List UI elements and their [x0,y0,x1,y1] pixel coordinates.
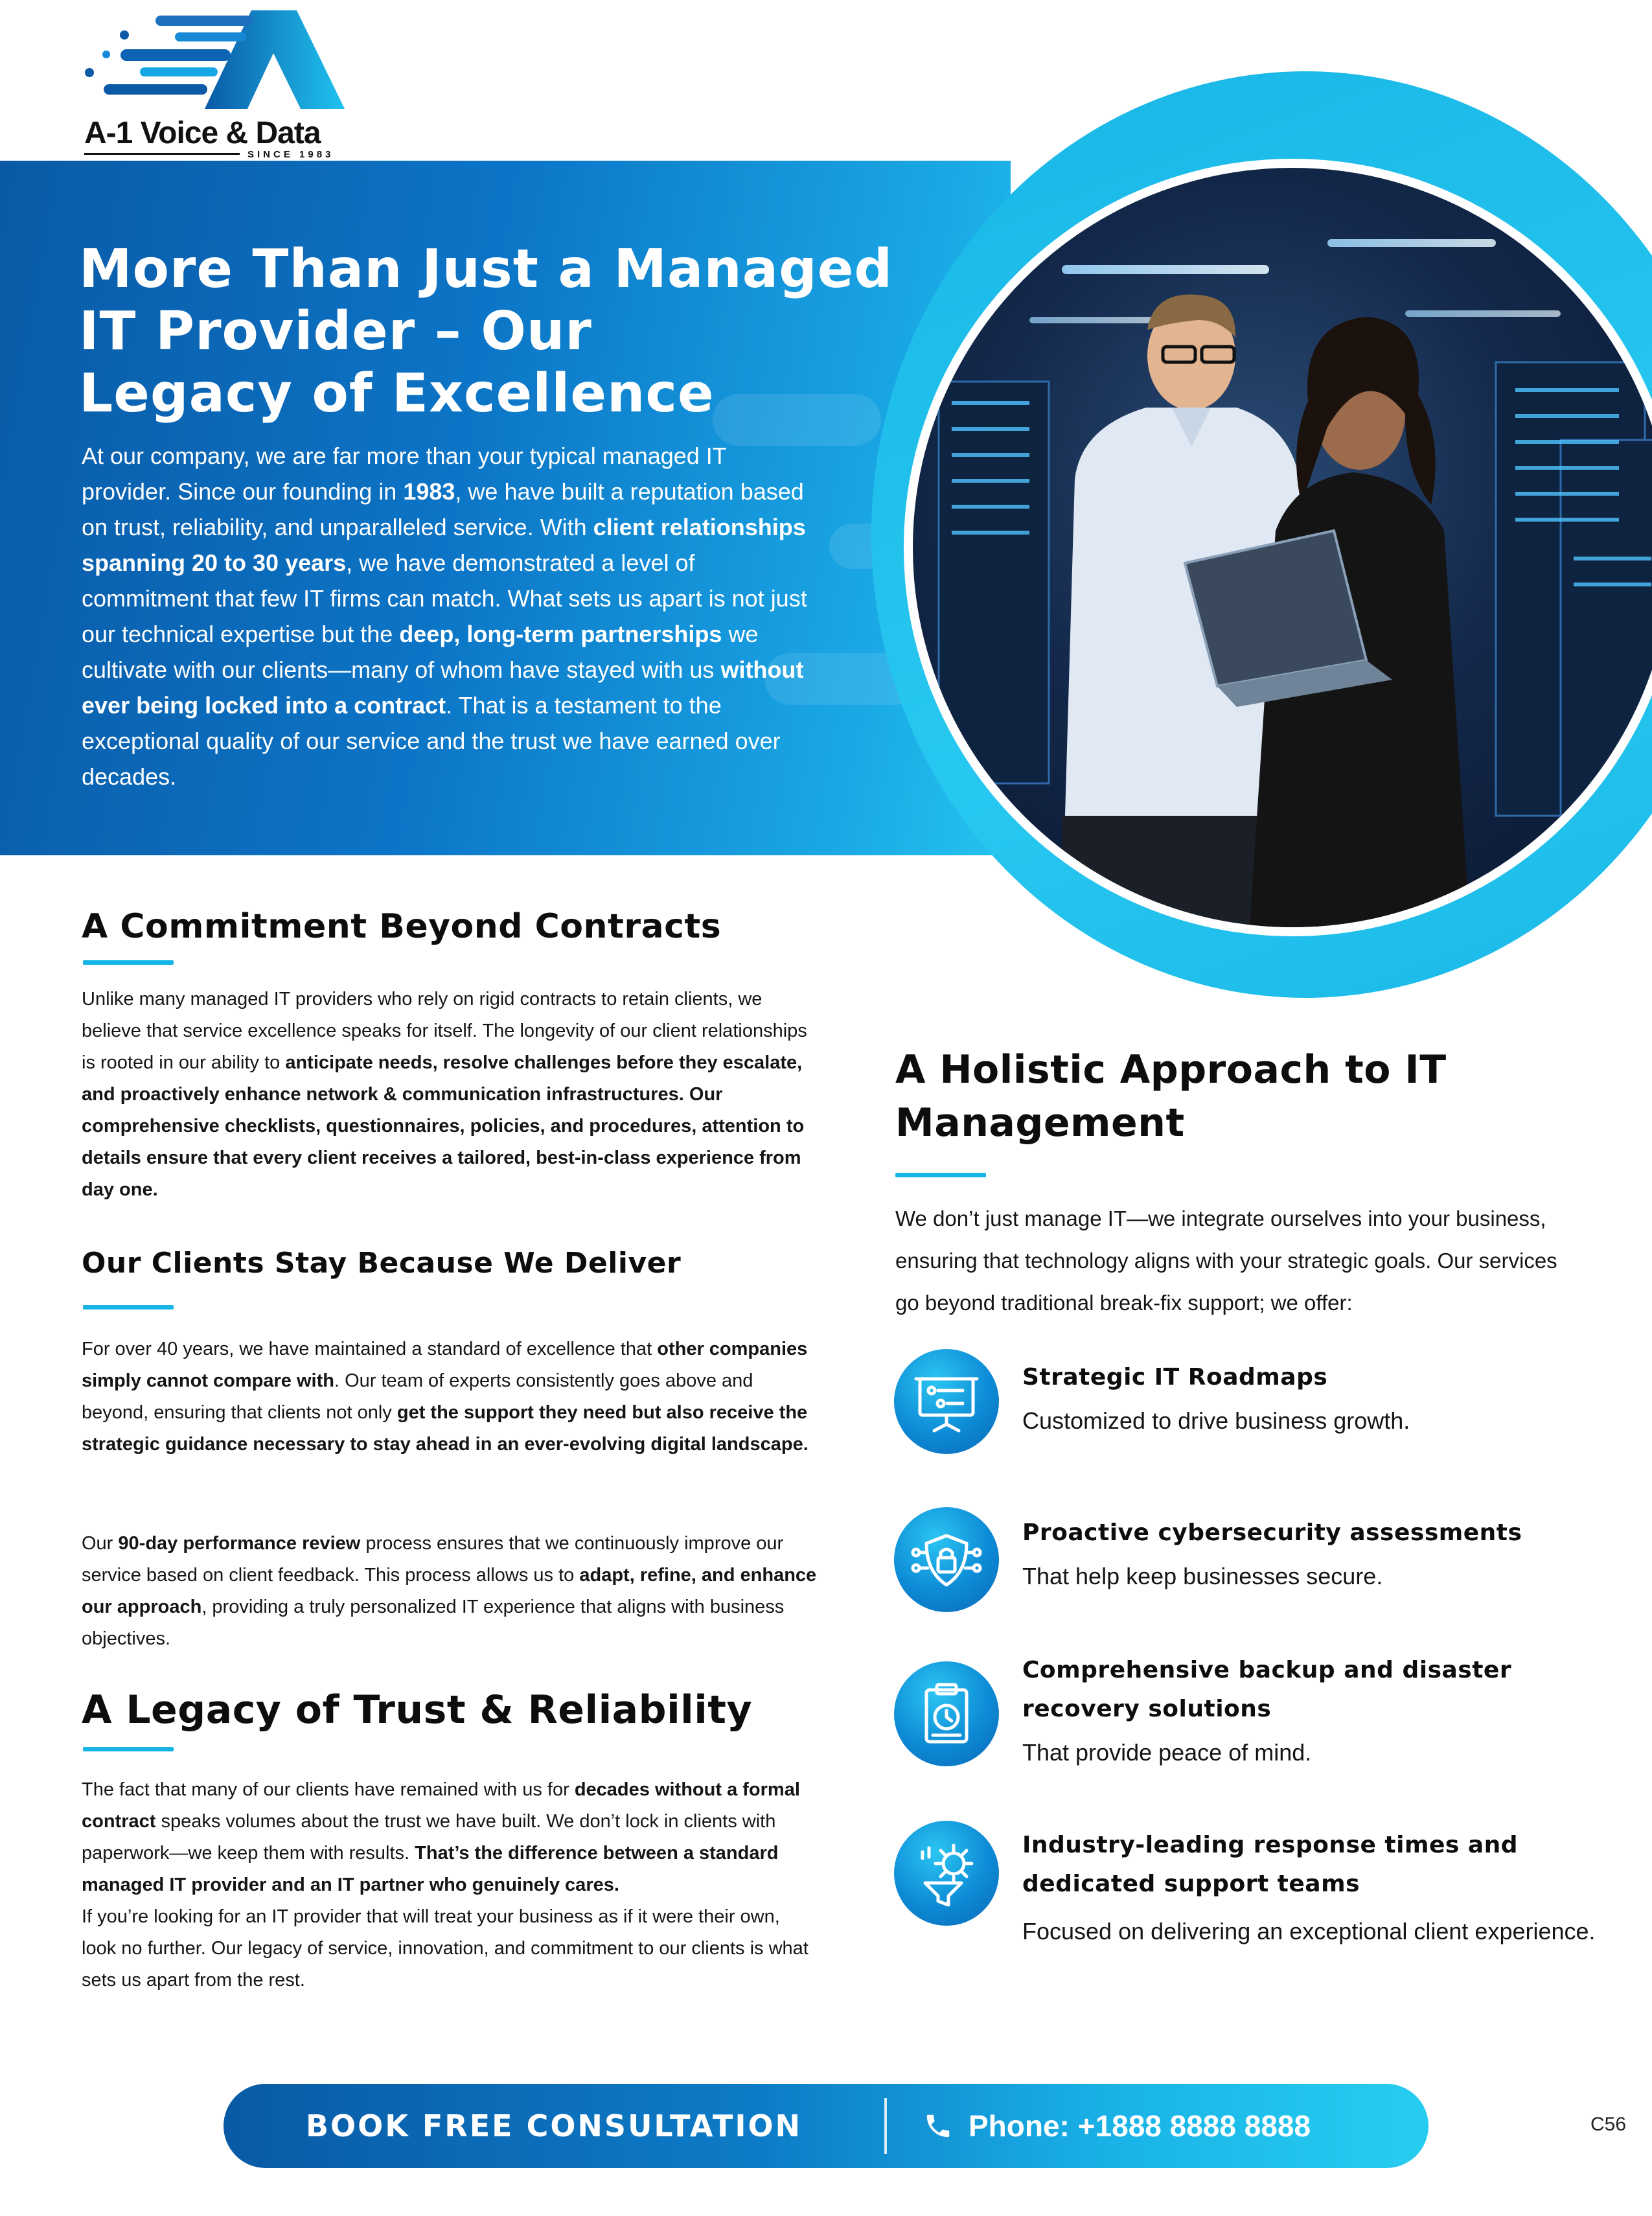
legacy-heading: A Legacy of Trust & Reliability [82,1687,753,1733]
service-desc: Focused on delivering an exceptional client experience. [1022,1918,1596,1945]
legacy-body [82,1774,817,1996]
gear-funnel-icon [894,1821,999,1926]
hero-title [79,238,973,425]
holistic-heading-line: Management [895,1100,1185,1146]
text-run: If you’re looking for an IT provider that will treat your business as if it were their own, look no further. Our legacy of service, innovation, and commitment to our clients is what sets us apart from the rest. [82,1906,809,1991]
service-title: Strategic IT Roadmaps [1022,1364,1328,1391]
book-consultation-button[interactable]: BOOK FREE CONSULTATION [305,2108,803,2143]
bold-text: anticipate needs, resolve challenges before they escalate, and proactively enhance network & communication infrastructures. Our comprehensive checklists, questionnaires, policies, and procedures, attention to details ensure that every client receives a tailored, best-in-class experience from day one. [82,1052,805,1200]
server-room-photo-icon [913,168,1652,927]
brand-logo [78,6,350,160]
service-icon-badge [894,1349,999,1454]
page-code: C56 [1590,2114,1627,2135]
commitment-body [82,984,817,1206]
heading-underline [83,1747,174,1751]
bold-text: other companies simply cannot compare with [82,1339,808,1391]
hero-title-line: IT Provider – Our [79,301,592,362]
bold-text: 90-day performance review [118,1533,361,1554]
text-run: we cultivate with our clients—many of whom have stayed with us [82,621,759,683]
bold-text: deep, long-term partnerships [399,621,722,647]
service-title: Industry-leading response times and dedicated support teams [1022,1832,1519,1897]
hero-banner [0,161,1011,855]
text-run: , providing a truly personalized IT experience that aligns with business objectives. [82,1597,785,1649]
hero-title-line: More Than Just a Managed [79,238,893,300]
text-run: For over 40 years, we have maintained a standard of excellence that [82,1339,658,1359]
holistic-heading [895,1043,1447,1149]
logo-mark-icon [78,6,350,117]
cta-divider [884,2098,887,2154]
text-run: , we have built a reputation based on trust, reliability, and unparalleled service. With [82,478,804,540]
text-run: Unlike many managed IT providers who rely on rigid contracts to retain clients, we believe that service excellence speaks for itself. The longevity of our client relationships is rooted in our ability to [82,989,807,1073]
service-title: Comprehensive backup and disaster recovery solutions [1022,1657,1512,1722]
text-run: . That is a testament to the exceptional quality of our service and the trust we have earned over decades. [82,692,781,790]
deliver-body-1 [82,1333,817,1460]
bold-text: adapt, refine, and enhance our approach [82,1565,817,1617]
bold-text: 1983 [403,478,455,505]
text-run: speaks volumes about the trust we have built. We don’t lock in clients with paperwork—we keep them with results. [82,1811,776,1864]
hero-title-line: Legacy of Excellence [79,363,715,424]
service-desc: That provide peace of mind. [1022,1739,1312,1766]
logo-underline [84,153,240,155]
bold-text: without ever being locked into a contract [82,656,804,719]
clipboard-backup-icon [894,1661,999,1766]
cta-bar [224,2084,1428,2168]
heading-underline [83,960,174,965]
bold-text: That’s the difference between a standard managed IT provider and an IT partner who genuinely cares. [82,1843,779,1895]
deliver-body-2 [82,1528,817,1655]
holistic-intro: We don’t just manage IT—we integrate ourselves into your business, ensuring that technology aligns with your strategic goals. Our services go beyond traditional break-fix support; we offer: [895,1206,1557,1315]
service-desc: That help keep businesses secure. [1022,1563,1383,1589]
bold-text: get the support they need but also receive the strategic guidance necessary to stay ahead in an ever-evolving digital landscape. [82,1402,809,1455]
holistic-heading-line: A Holistic Approach to IT [895,1047,1447,1092]
phone-icon [923,2111,953,2141]
bold-text: decades without a formal contract [82,1779,800,1832]
deliver-heading: Our Clients Stay Because We Deliver [82,1247,682,1280]
text-run: Our [82,1533,119,1554]
text-run: The fact that many of our clients have remained with us for [82,1779,575,1800]
hero-body [82,438,820,794]
heading-underline [895,1173,986,1177]
brand-name: A-1 Voice & Data [84,116,321,150]
text-run: . Our team of experts consistently goes above and beyond, ensuring that clients not only [82,1370,753,1423]
service-title: Proactive cybersecurity assessments [1022,1519,1522,1546]
brand-since: SINCE 1983 [247,149,334,160]
presentation-board-icon [894,1349,999,1454]
text-run: process ensures that we continuously improve our service based on client feedback. This process allows us to [82,1533,784,1586]
phone-number: Phone: +1888 8888 8888 [969,2109,1311,2143]
bold-text: client relationships spanning 20 to 30 years [82,514,806,576]
service-desc: Customized to drive business growth. [1022,1407,1410,1434]
heading-underline [83,1305,174,1310]
service-icon-badge [894,1661,999,1766]
service-icon-badge [894,1821,999,1926]
hero-photo [904,159,1652,936]
shield-lock-icon [894,1507,999,1612]
commitment-heading: A Commitment Beyond Contracts [82,907,722,946]
text-run: At our company, we are far more than your typical managed IT provider. Since our founding in [82,443,727,505]
service-icon-badge [894,1507,999,1612]
text-run: , we have demonstrated a level of commitment that few IT firms can match. What sets us apart is not just our technical expertise but the [82,549,807,647]
